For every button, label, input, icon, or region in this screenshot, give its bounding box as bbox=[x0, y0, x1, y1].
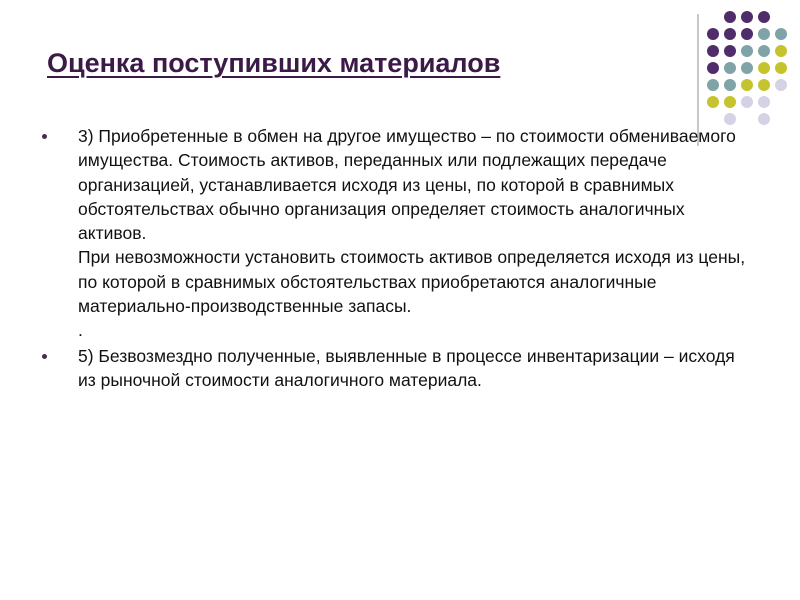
decorative-dot bbox=[741, 11, 753, 23]
decorative-dot bbox=[741, 96, 753, 108]
decorative-dot bbox=[707, 11, 719, 23]
decorative-dot bbox=[775, 113, 787, 125]
decorative-dot bbox=[724, 11, 736, 23]
decorative-dot bbox=[741, 28, 753, 40]
decorative-dot bbox=[775, 62, 787, 74]
bullet-item-gratuitous bbox=[60, 344, 750, 393]
decorative-dot bbox=[724, 96, 736, 108]
decorative-dot bbox=[724, 45, 736, 57]
bullet-icon bbox=[42, 354, 47, 359]
decorative-dot bbox=[758, 96, 770, 108]
bullet-text: 3) Приобретенные в обмен на другое имущество – по стоимости обмениваемого имущества. Стоимость активов, переданных или подлежащих передаче организацией, устанавливается исходя из цены, по которой в сравнимых обстоятельствах обычно организация определяет стоимость аналогичных активов. bbox=[78, 126, 736, 244]
decorative-dot bbox=[724, 28, 736, 40]
decorative-dot bbox=[707, 96, 719, 108]
slide-body bbox=[60, 124, 750, 392]
decorative-dot bbox=[758, 79, 770, 91]
bullet-text: При невозможности установить стоимость активов определяется исходя из цены, по которой в сравнимых обстоятельствах приобретаются аналогичные материально-производственные запасы. bbox=[78, 247, 746, 317]
decorative-dot bbox=[707, 28, 719, 40]
decorative-dot bbox=[758, 62, 770, 74]
decorative-dot bbox=[775, 79, 787, 91]
decorative-dot bbox=[741, 45, 753, 57]
decorative-dot bbox=[775, 11, 787, 23]
decorative-dot bbox=[775, 45, 787, 57]
decorative-dot bbox=[707, 45, 719, 57]
bullet-text: 5) Безвозмездно полученные, выявленные в процессе инвентаризации – исходя из рыночной стоимости аналогичного материала. bbox=[78, 345, 735, 390]
decorative-dot bbox=[741, 79, 753, 91]
decorative-dot bbox=[775, 28, 787, 40]
decorative-dot bbox=[741, 62, 753, 74]
bullet-item-exchange bbox=[60, 124, 750, 343]
decorative-dot bbox=[758, 11, 770, 23]
bullet-icon bbox=[42, 134, 47, 139]
bullet-text: . bbox=[78, 320, 83, 341]
decorative-dot bbox=[775, 96, 787, 108]
decorative-dot bbox=[758, 113, 770, 125]
decorative-dot bbox=[707, 79, 719, 91]
decorative-dot bbox=[758, 28, 770, 40]
decorative-dot bbox=[707, 62, 719, 74]
decorative-dot-grid bbox=[707, 11, 787, 125]
decorative-dot bbox=[758, 45, 770, 57]
slide-title: Оценка поступивших материалов bbox=[47, 48, 501, 78]
decorative-dot bbox=[724, 79, 736, 91]
decorative-dot bbox=[724, 62, 736, 74]
